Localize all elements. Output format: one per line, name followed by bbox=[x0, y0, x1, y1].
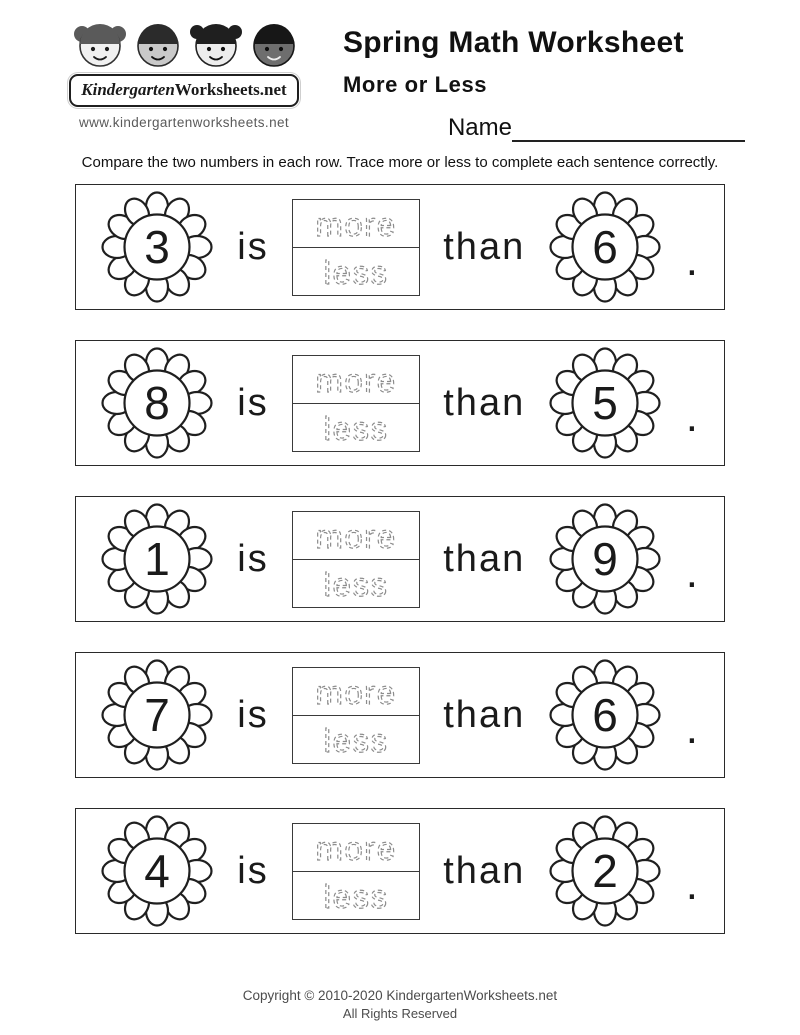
trace-word-more[interactable] bbox=[293, 824, 419, 871]
word-is: is bbox=[237, 537, 269, 580]
trace-word-more[interactable] bbox=[293, 200, 419, 247]
sentence-period: . bbox=[685, 236, 700, 285]
site-logo bbox=[55, 16, 313, 130]
word-is: is bbox=[237, 693, 269, 736]
logo-text-kindergarten: Kindergarten bbox=[81, 80, 175, 99]
logo-text-worksheets: Worksheets.net bbox=[174, 80, 287, 99]
svg-text:more: more bbox=[315, 673, 397, 711]
trace-word-less[interactable] bbox=[293, 560, 419, 607]
exercise-row-3 bbox=[75, 496, 725, 622]
name-input-line[interactable] bbox=[512, 118, 745, 142]
site-url: www.kindergartenworksheets.net bbox=[78, 115, 290, 130]
worksheet-subtitle: More or Less bbox=[343, 72, 488, 97]
flower-number-left: 1 bbox=[144, 533, 170, 585]
flower-number-left: 7 bbox=[144, 689, 170, 741]
flower-number-left: 8 bbox=[144, 377, 170, 429]
flower-number-left: 4 bbox=[144, 845, 170, 897]
svg-text:less: less bbox=[323, 409, 389, 447]
svg-text:less: less bbox=[323, 721, 389, 759]
word-than: than bbox=[443, 693, 526, 736]
kids-illustration-icon bbox=[68, 16, 300, 72]
svg-text:less: less bbox=[323, 253, 389, 291]
flower-left bbox=[100, 190, 214, 304]
name-label: Name bbox=[447, 114, 512, 141]
svg-text:less: less bbox=[323, 877, 389, 915]
sentence-period: . bbox=[685, 548, 700, 597]
trace-more-less-box[interactable] bbox=[292, 355, 420, 452]
logo-box bbox=[69, 74, 298, 107]
word-is: is bbox=[237, 849, 269, 892]
svg-text:more: more bbox=[315, 205, 397, 243]
sentence-period: . bbox=[685, 860, 700, 909]
svg-text:more: more bbox=[315, 517, 397, 555]
flower-right bbox=[548, 346, 662, 460]
word-than: than bbox=[443, 537, 526, 580]
trace-word-less[interactable] bbox=[293, 248, 419, 295]
worksheet-title: Spring Math Worksheet bbox=[343, 26, 684, 59]
exercise-row-2 bbox=[75, 340, 725, 466]
trace-more-less-box[interactable] bbox=[292, 199, 420, 296]
name-line bbox=[343, 114, 745, 142]
exercise-row-1 bbox=[75, 184, 725, 310]
flower-right bbox=[548, 658, 662, 772]
word-is: is bbox=[237, 225, 269, 268]
flower-number-right: 9 bbox=[592, 533, 619, 585]
exercise-rows bbox=[75, 184, 725, 934]
flower-number-left: 3 bbox=[144, 221, 170, 273]
trace-word-less[interactable] bbox=[293, 716, 419, 763]
trace-more-less-box[interactable] bbox=[292, 667, 420, 764]
flower-number-right: 6 bbox=[592, 689, 619, 741]
exercise-row-4 bbox=[75, 652, 725, 778]
rights-text: All Rights Reserved bbox=[342, 1006, 458, 1021]
trace-word-more[interactable] bbox=[293, 356, 419, 403]
trace-word-less[interactable] bbox=[293, 872, 419, 919]
trace-more-less-box[interactable] bbox=[292, 511, 420, 608]
trace-more-less-box[interactable] bbox=[292, 823, 420, 920]
word-than: than bbox=[443, 225, 526, 268]
word-than: than bbox=[443, 849, 526, 892]
flower-left bbox=[100, 814, 214, 928]
svg-text:more: more bbox=[315, 829, 397, 867]
header bbox=[55, 16, 745, 142]
word-is: is bbox=[237, 381, 269, 424]
flower-number-right: 2 bbox=[592, 845, 619, 897]
svg-text:less: less bbox=[323, 565, 389, 603]
trace-word-more[interactable] bbox=[293, 512, 419, 559]
flower-left bbox=[100, 658, 214, 772]
flower-left bbox=[100, 502, 214, 616]
flower-number-right: 5 bbox=[592, 377, 619, 429]
copyright-text: Copyright © 2010-2020 KindergartenWorksheets.net bbox=[242, 988, 558, 1003]
exercise-row-5 bbox=[75, 808, 725, 934]
flower-number-right: 6 bbox=[592, 221, 619, 273]
sentence-period: . bbox=[685, 392, 700, 441]
svg-text:more: more bbox=[315, 361, 397, 399]
flower-right bbox=[548, 190, 662, 304]
word-than: than bbox=[443, 381, 526, 424]
flower-right bbox=[548, 502, 662, 616]
sentence-period: . bbox=[685, 704, 700, 753]
footer bbox=[0, 988, 800, 1021]
title-block bbox=[343, 16, 745, 142]
instructions-text: Compare the two numbers in each row. Trace more or less to complete each sentence correctly. bbox=[81, 154, 719, 171]
flower-left bbox=[100, 346, 214, 460]
trace-word-more[interactable] bbox=[293, 668, 419, 715]
flower-right bbox=[548, 814, 662, 928]
trace-word-less[interactable] bbox=[293, 404, 419, 451]
